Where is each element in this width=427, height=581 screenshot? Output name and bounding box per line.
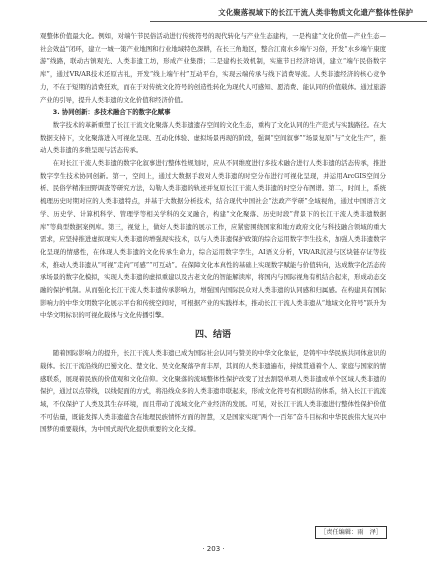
body-paragraph: 在对长江干流人类非遗的数字化叙事进行整体性规划时，应从不同维度进行多技术融合进行人类非遗的活态传承，推进数字孪生技术协同创新。第一，空间上，通过大数据手段对人类非遗的时空分布进行可视化呈现，并运用ArcGIS空间分析、民俗学精准田野调查等研究方法，勾勒人类非遗的轨迹并复原长江干流人类非遗的时空分布图谱。第二，时间上，系统梳理历史时期对应的人类非遗特点，并基于大数据分析技术，结合现代中国社会“法政产学研”全域视角，通过中国语言文学、历史学、计算机科学、管理学等相关学科的交叉融合，构建“文化聚落、历史时段”背景下的长江干流人类非遗数据库”等典型数据案例库。第三，视觉上，做好人类非遗的展示工作，应紧密围绕国家和地方政府文化与科技融合领域的重大需求，应坚持推进虚拟现实人类非遗的增强现实技术，以与人类非遗保护政策的综合运用数字孪生技术，加强人类非遗数字化呈现的情感性，在体现人类非遗的文化传承生命力，综合运用数字孪生，AI语义分析，VR/AR沉浸与区块链存证等技术，推动人类非遗从“可视”走向“可感”“可互动”。在保障文化本真性的基础上实现数字赋能与价值转向，达成数字化活态传承场景的数字化模拟，实现人类非遗的虚拟重建以及古老文化的智能解读库，将国内与国际视角有机结合起来，形成动态交融的保护机制。从而强化长江干流人类非遗传承影响力，增强国内国际民众对人类非遗的认同感和归属感。在构建具有国际影响力的中华文明数字化展示平台和传统空间时，可根据产业的实践样本，推动长江干流人类非遗从“地域文化符号”跃升为中华文明标识的可视化载体与文化传播引擎。 [40, 159, 386, 320]
closing-paragraph: 随着国际影响力的提升，长江干流人类非遗已成为国际社会认同与赞美的中华文化象征，是铸牢中华民族共同体意识的载体。长江干流沿线的巴蜀文化、楚文化、吴文化聚落孕育丰厚，其间的人类非遗遍布，持续贯通着个人、家庭与国家的情感联系，展现着民族的价值观和文化信仰。文化聚落的流域整体性保护改变了过去割裂单项人类非遗或单个区域人类非遗的保护，通过以点带线，以线促面的方式，将沿线众多的人类非遗串联起来，形成文化符号有机联结的体系，纳入长江干流流域，不仅保护了人类及其生存环境，而且带动了流域文化产业经济的发展。可见，对长江干流人类非遗进行整体性保护价值不可估量，既能发挥人类非遗蕴含在地理民族情怀方面的智慧，又是国家实现“两个一百年”奋斗目标和中华民族伟大复兴中国梦的重要载体，为中国式现代化提供重要的文化支撑。 [40, 349, 386, 434]
body-paragraph: 数字技术的革新重塑了长江干流文化聚落人类非遗遗存空间的文化生态，重构了文化认同的生产范式与实践路径。在大数据支持下，文化聚落进入可视化呈现、互动化体验、虚拟场景再现的阶段，强调“空间叙事”“场景复原”与“文化生产”，推动人类非遗的多维呈现与活态传承。 [40, 120, 386, 155]
article-body [40, 30, 386, 436]
body-paragraph: 观整体价值最大化。例如，对端午节民俗活动进行传统符号的现代转化与产业生态建构，一是构建“文化价值—产业生态—社会效益”闭环，建立一城一策产业地图和行业地域特色深耕，在长三角地区，整合江南水乡端午习俗，开发“水乡端午康度游”线路，联动古镇观光、人类非遗工坊，形成产业集群；二是建构长效机制，实施节日经济培训，建立“端午民俗数字库”，通过VR/AR技术还原古礼，开发“线上端午村”互动平台，实现云端传承与线下消费导流。人类非遗经济的核心竞争力，不在于短期的消费狂欢，而在于对传统文化符号的创造性转化为现代人可感知、愿消费、能认同的价值载体。通过旅游产业的引导，提升人类非遗的文化价值和经济价值。 [40, 32, 386, 104]
page-number: · 203 · [202, 545, 225, 553]
running-header-title: 文化聚落视域下的长江干流人类非物质文化遗产整体性保护 [218, 8, 413, 17]
section-heading: 四、结语 [194, 330, 231, 341]
header-rule [150, 21, 427, 22]
subsection-heading: 3. 协同创新：多技术融合下的数字化赋事 [52, 108, 171, 117]
responsible-editor: ［责任编辑：雨 泽］ [315, 526, 387, 539]
running-header [150, 4, 427, 22]
